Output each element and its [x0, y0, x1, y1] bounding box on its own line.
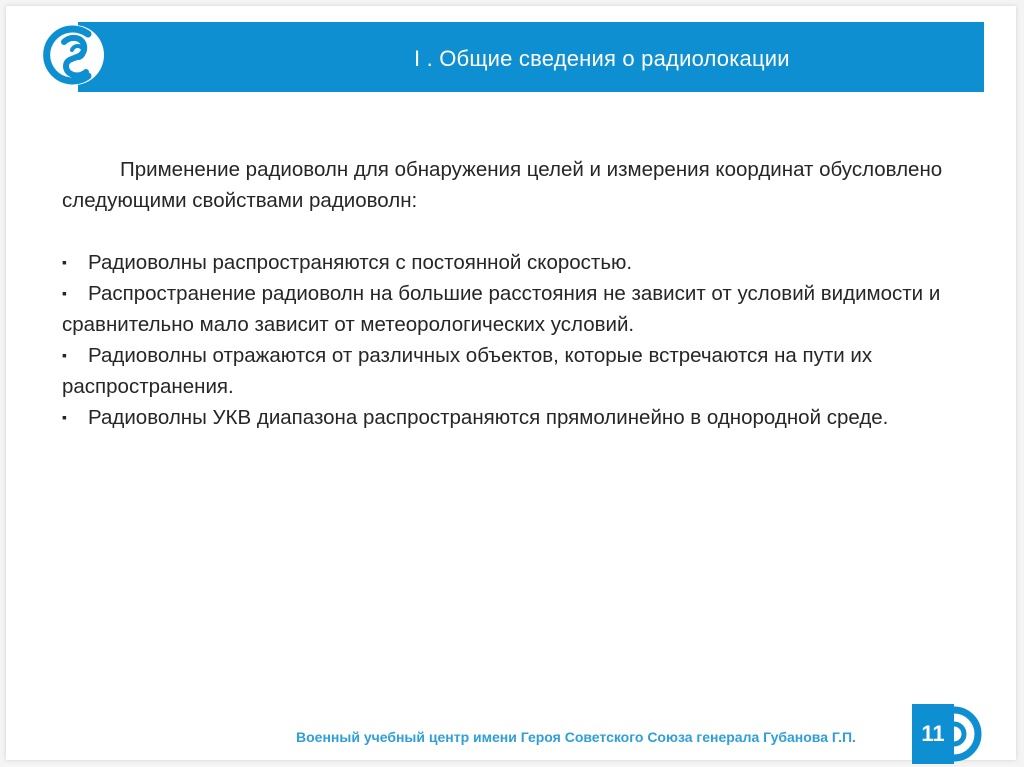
slide-title: I . Общие сведения о радиолокации: [414, 46, 790, 71]
page-number: 11: [921, 721, 945, 746]
list-item: [62, 340, 972, 402]
bullet-icon: ▪: [62, 409, 67, 425]
intro-paragraph: Применение радиоволн для обнаружения целей и измерения координат обусловлено следующими свойствами радиоволн:: [62, 158, 943, 212]
list-item: [62, 278, 972, 340]
page-number-badge: [912, 704, 954, 764]
bullet-icon: ▪: [62, 285, 67, 301]
list-item-text: Радиоволны распространяются с постоянной скоростью.: [88, 251, 633, 274]
header-bar: [78, 22, 984, 92]
bullet-icon: ▪: [62, 347, 67, 363]
list-item: [62, 247, 972, 278]
spiral-logo-icon: [42, 20, 106, 90]
slide: [6, 6, 1016, 760]
bullet-icon: ▪: [62, 254, 67, 270]
list-item-text: Распространение радиоволн на большие расстояния не зависит от условий видимости и сравнительно мало зависит от метеорологических условий.: [62, 282, 941, 336]
list-item-text: Радиоволны отражаются от различных объектов, которые встречаются на пути их распространения.: [62, 344, 873, 398]
list-item-text: Радиоволны УКВ диапазона распространяются прямолинейно в однородной среде.: [88, 406, 889, 429]
footer-organization: Военный учебный центр имени Героя Советского Союза генерала Губанова Г.П.: [296, 729, 856, 745]
arc-icon: [954, 704, 990, 764]
content-body: [62, 154, 972, 433]
list-item: [62, 402, 972, 433]
